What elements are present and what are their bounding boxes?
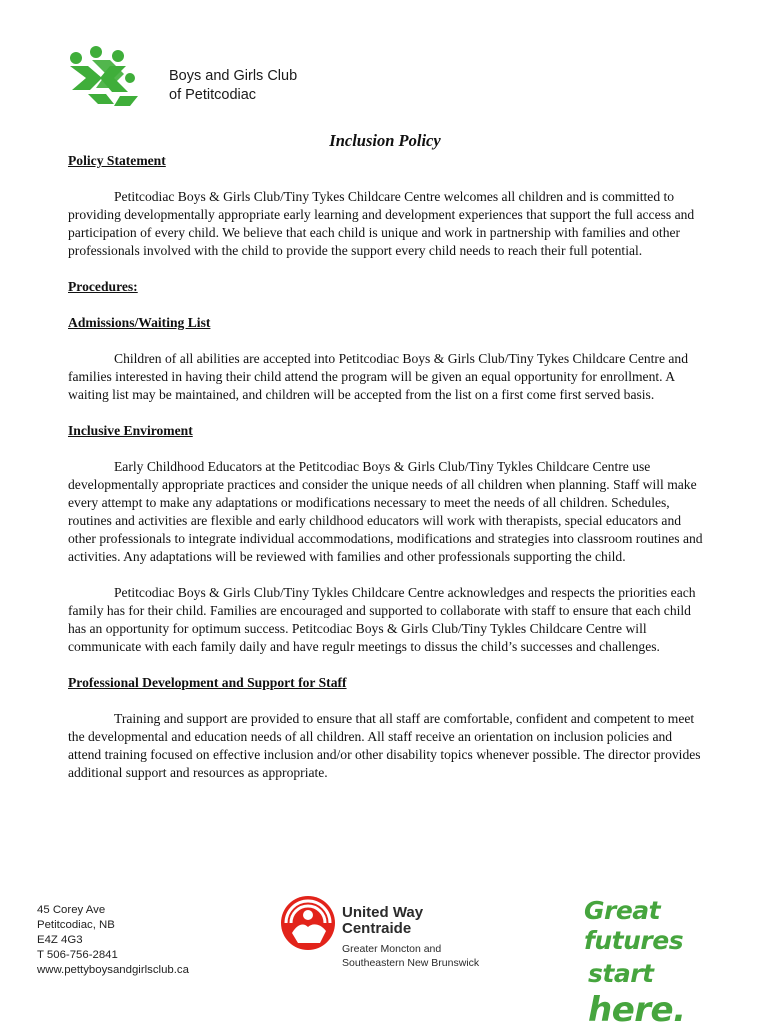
admissions-paragraph: Children of all abilities are accepted into Petitcodiac Boys & Girls Club/Tiny Tykes Childcare Centre and families interested in having their child attend the program will be given an equal opportunity for enrollment. A waiting list may be maintained, and children will be accepted from the list on a first come first served basis. — [68, 351, 689, 402]
club-address — [37, 903, 189, 978]
united-way-region — [342, 942, 479, 970]
club-logo — [66, 44, 326, 112]
procedures-heading: Procedures: — [68, 279, 138, 294]
page-title — [0, 131, 770, 151]
environment-paragraph-2: Petitcodiac Boys & Girls Club/Tiny Tykles Childcare Centre acknowledges and respects the priorities each family has for their child. Families are encouraged and supported to collaborate with staff to ensure that each child has an opportunity for optimum success. Petitcodiac Boys & Girls Club/Tiny Tykles Childcare Centre will communicate with each family daily and have regulr meetings to dissus the child’s successes and challenges. — [68, 585, 696, 654]
policy-body — [68, 152, 708, 782]
environment-paragraph-1: Early Childhood Educators at the Petitcodiac Boys & Girls Club/Tiny Tykles Childcare Centre use developmentally appropriate practices and consider the unique needs of all children when planning. Staff will make every attempt to make any adaptations or modifications necessary to meet the needs of all children. Schedules, routines and activities are flexible and early childhood educators will work with therapists, special educators and other professionals to integrate individual accommodations, modifications and strategies into classroom routines and activities. Any adaptations will be reviewed with families and other professionals supporting the child. — [68, 459, 703, 564]
united-way-name-line2: Centraide — [342, 920, 412, 937]
great-futures-slogan — [584, 896, 744, 1031]
address-street: 45 Corey Ave — [37, 904, 106, 916]
address-website: www.pettyboysandgirlsclub.ca — [37, 964, 189, 976]
staff-heading: Professional Development and Support for Staff — [68, 675, 347, 690]
united-way-region-line2: Southeastern New Brunswick — [342, 957, 480, 969]
page-title-text: Inclusion Policy — [329, 131, 441, 150]
slogan-line2 — [584, 956, 744, 1031]
united-way-logo — [280, 893, 510, 973]
staff-paragraph: Training and support are provided to ensure that all staff are comfortable, confident and competent to meet the developmental and education needs of all children. All staff receive an orientation on inclusion policies and attend training focused on effective inclusion and/or other disability topics whenever possible. The director provides additional support and resources as appropriate. — [68, 711, 701, 780]
club-name-line1: Boys and Girls Club — [169, 68, 298, 84]
club-logo-icon — [66, 44, 166, 112]
policy-statement-paragraph: Petitcodiac Boys & Girls Club/Tiny Tykes Childcare Centre welcomes all children and is committed to providing developmentally appropriate early learning and development experiences that support the full access and participation of every child. We believe that each child is unique and work in partnership with families and other professionals involved with the child to provide the support every child needs to reach their full potential. — [68, 189, 695, 258]
address-city: Petitcodiac, NB — [37, 919, 115, 931]
environment-heading: Inclusive Enviroment — [68, 423, 193, 438]
slogan-line1: Great futures — [584, 896, 684, 955]
united-way-hand-icon — [280, 893, 338, 955]
slogan-line2-start: start — [588, 959, 654, 988]
united-way-name-line1: United Way — [342, 904, 424, 921]
policy-statement-heading: Policy Statement — [68, 153, 166, 168]
club-name-line2: of Petitcodiac — [169, 87, 257, 103]
address-postal: E4Z 4G3 — [37, 934, 83, 946]
slogan-line2-here: here. — [588, 990, 686, 1030]
address-phone: T 506-756-2841 — [37, 949, 118, 961]
united-way-name — [342, 905, 423, 937]
club-name — [169, 67, 297, 105]
united-way-region-line1: Greater Moncton and — [342, 943, 442, 955]
admissions-heading: Admissions/Waiting List — [68, 315, 211, 330]
